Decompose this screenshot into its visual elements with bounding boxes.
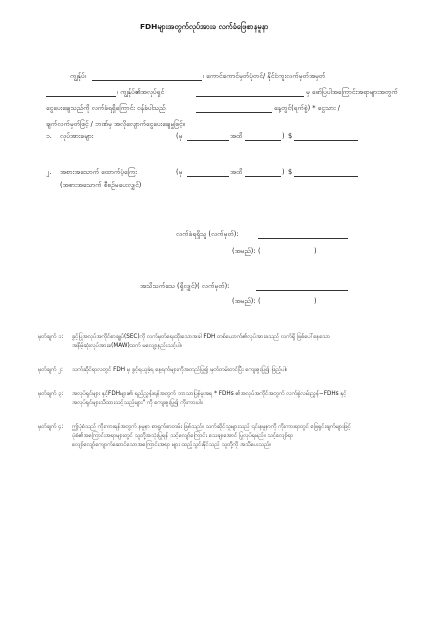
note-1-line-1: ခွင့်ပြုအလုပ်အကိုင်စာချုပ်(SEC)ကို လက်မှတ်ရေးထိုးသောအခါ FDH တစ်ယောက်၏လုပ်အားခသည် လက်ရှိ ဖြစ်ပေါ်နေသော [72,334,330,340]
note-1-label: မှတ်ချက် ၁: [38,334,64,340]
date-blank [196,112,272,113]
note-3-line-1: အလုပ်ရှင်များ နှင့်FDHများ၏ ရည်ညွှန်းရန်အတွက် ဘာသာပြန်မူအရ * FDHs ၏အလုပ်အကိုင်အတွက် လက်စွဲလမ်းညွှန်−FDHs နှင့် [72,391,347,397]
item-2-from-blank [187,176,229,177]
witness-name-label: (အမည်): [232,297,256,305]
note-2-label: မှတ်ချက် ၂: [38,367,63,373]
item-2-amount-blank [294,176,358,177]
witness-name-open: ( [258,297,261,305]
item-2-from: (မှ [176,168,183,176]
item-1-from-blank [187,140,229,141]
intro-line1-prefix: ကျွန်ုပ်၊ [70,72,86,80]
intro-line2-suffix: မှ ဖော်ပြပါအကြောင်းအရာများအတွက် [306,88,398,96]
item-1-to: အထိ [230,132,243,140]
note-4-label: မှတ်ချက် ၄: [38,424,64,430]
item-2-to: အထိ [230,168,243,176]
item-1-currency: $ [288,132,293,140]
id-number-blank [46,96,116,97]
item-1-amount-blank [294,140,358,141]
recipient-name-close: ) [314,247,317,255]
witness-signature-blank [256,290,348,291]
intro-line3-prefix: ငွေပေးချေသည်ကို လက်ခံရရှိကြောင်း ဝန်ခံပါသည် [46,104,166,112]
intro-line1-suffix: ၊ ကောင်ကောင်မှတ်ပုံတင်/ နိုင်ငံကူးလက်မှတ်အမှတ် [203,72,326,80]
item-1-from: (မှ [176,132,183,140]
document-title: FDHများအတွက်လုပ်အားခ လက်ခံဖြေစာနမူနာ [140,22,269,31]
item-2-currency: $ [288,168,293,176]
note-4-line-3: လျော်လျော်ကျောက်ဆောင်သောအကြောင်းအရာ များ ထည့်သွင်းနိုင်သည် သူတို့ကို အသိပေးသည်။ [72,442,272,448]
item-1-number: ၁. [46,132,52,140]
item-2-to-blank [245,176,281,177]
item-1-to-blank [245,140,281,141]
note-4-line-1: ဤပုံစံသည် ကိုးကားရန်အတွက် နမူနာ စာရွက်စာတမ်း ဖြစ်သည်။ သက်ဆိုင်သူများသည် ၎င်းနမူနာကို ကိုးကားရာတွင် ဖြေရှင်းချက်များဖြင့် [72,424,351,430]
note-2-line-1: သက်ဆိုင်ရာလတွင် FDH မှ ခွင့်ရယူခဲ့ရ နေ့ရက်များကိုအတည်ပြု၍ မှတ်တမ်းတင်ပြီး ကျေးဇူးပြု၍ ဖြည့်ပါ။ [72,367,288,373]
witness-name-close: ) [314,297,317,305]
item-1-close: ) [282,132,285,140]
item-2-label: အစားအသောက် ထောက်ပံ့ကြေး [60,168,137,176]
note-3-label: မှတ်ချက် ၃: [38,391,64,397]
employer-name-blank [196,96,304,97]
recipient-signature-label: လက်ခံရရှိသူ (လက်မှတ်): [176,230,239,238]
intro-line3-suffix: နေ့တွင်(ရက်စွဲ) * ငွေသား / [274,104,340,112]
recipient-name-open: ( [258,247,261,255]
recipient-signature-blank [258,238,348,239]
note-4-line-2: ပုံစံ၏အကြောင်းအရာများတွင် သူတို့အသုံးပြုရန် သင့်လျော်ကြောင်း သေချာအောင် ပြုလုပ်ရမည်။ သင့်လျော်ရာ [72,433,294,439]
recipient-name-label: (အမည်): [232,247,256,255]
item-2-note: (အစားအသောက် စီစဉ်မပေးလျှင်) [60,181,142,189]
note-3-line-2: အလုပ်ရှင်များသိထားသင့်သည်များ" ကို ကျေးဇူးပြု၍ ကိုးကားပါ။ [72,400,203,406]
item-1-label: လုပ်အားခများ [60,132,94,140]
employee-name-blank [92,80,202,81]
item-2-number: ၂. [46,168,52,176]
witness-signature-label: အသိသက်သေ (ရှိလျှင်)( လက်မှတ်): [140,282,230,290]
intro-line2-mid: ၊ ကျွန်ုပ်၏အလုပ်ရှင် [117,88,165,96]
note-1-line-2: အနိမ့်ဆုံးလုပ်အားခ(MAW)ထက် မလျော့နည်းသင့်ပါ။ [72,343,182,349]
item-2-close: ) [282,168,285,176]
intro-line4: ချက်လက်မှတ်ဖြင့် / ဘဏ်မှ အလိုလျောက်ငွေပေးချေမှုဖြင့်။ [46,120,185,128]
